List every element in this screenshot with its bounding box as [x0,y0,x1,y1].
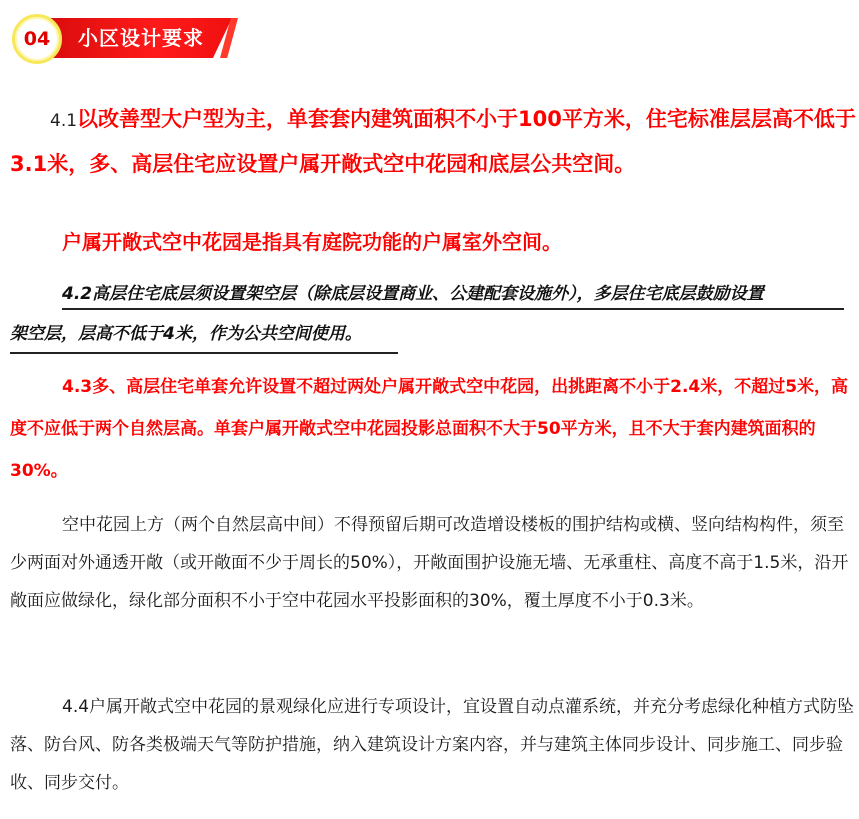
paragraph-4-1-text: 以改善型大户型为主，单套套内建筑面积不小于100平方米，住宅标准层层高不低于3.1米，多、高层住宅应设置户属开敞式空中花园和底层公共空间。 [10,107,856,176]
paragraph-4-1-number: 4.1 [50,111,78,131]
section-title: 小区设计要求 [78,26,204,50]
paragraph-4-4 [10,688,856,802]
section-number: 04 [23,28,51,50]
underline-4-2-line1 [62,308,844,310]
paragraph-sky-garden-text: 空中花园上方（两个自然层高中间）不得预留后期可改造增设楼板的围护结构或横、竖向结构构件，须至少两面对外通透开敞（或开敞面不少于周长的50%），开敞面围护设施无墙、无承重柱、高度不高于1.5米，沿开敞面应做绿化，绿化部分面积不小于空中花园水平投影面积的30%，覆土厚度不小于0.3米。 [10,515,849,611]
paragraph-4-4-text: 4.4户属开敞式空中花园的景观绿化应进行专项设计，宜设置自动点灌系统，并充分考虑绿化种植方式防坠落、防台风、防各类极端天气等防护措施，纳入建筑设计方案内容，并与建筑主体同步设计、同步施工、同步验收、同步交付。 [10,697,855,793]
paragraph-4-3-text: 4.3多、高层住宅单套允许设置不超过两处户属开敞式空中花园，出挑距离不小于2.4米，不超过5米，高度不应低于两个自然层高。单套户属开敞式空中花园投影总面积不大于50平方米，且不大于套内建筑面积的30%。 [10,377,849,481]
paragraph-sky-garden [10,506,856,620]
paragraph-4-1 [10,98,856,186]
paragraph-4-2-line2: 架空层，层高不低于4米，作为公共空间使用。 [10,324,362,344]
paragraph-4-3 [10,366,856,492]
sky-garden-definition: 户属开敞式空中花园是指具有庭院功能的户属室外空间。 [62,230,562,254]
paragraph-4-2 [10,274,856,354]
section-number-circle [12,14,62,64]
paragraph-4-2-line1: 4.2高层住宅底层须设置架空层（除底层设置商业、公建配套设施外），多层住宅底层鼓励设置 [62,284,764,304]
underline-4-2-line2 [10,352,398,354]
section-header-badge [12,14,242,64]
